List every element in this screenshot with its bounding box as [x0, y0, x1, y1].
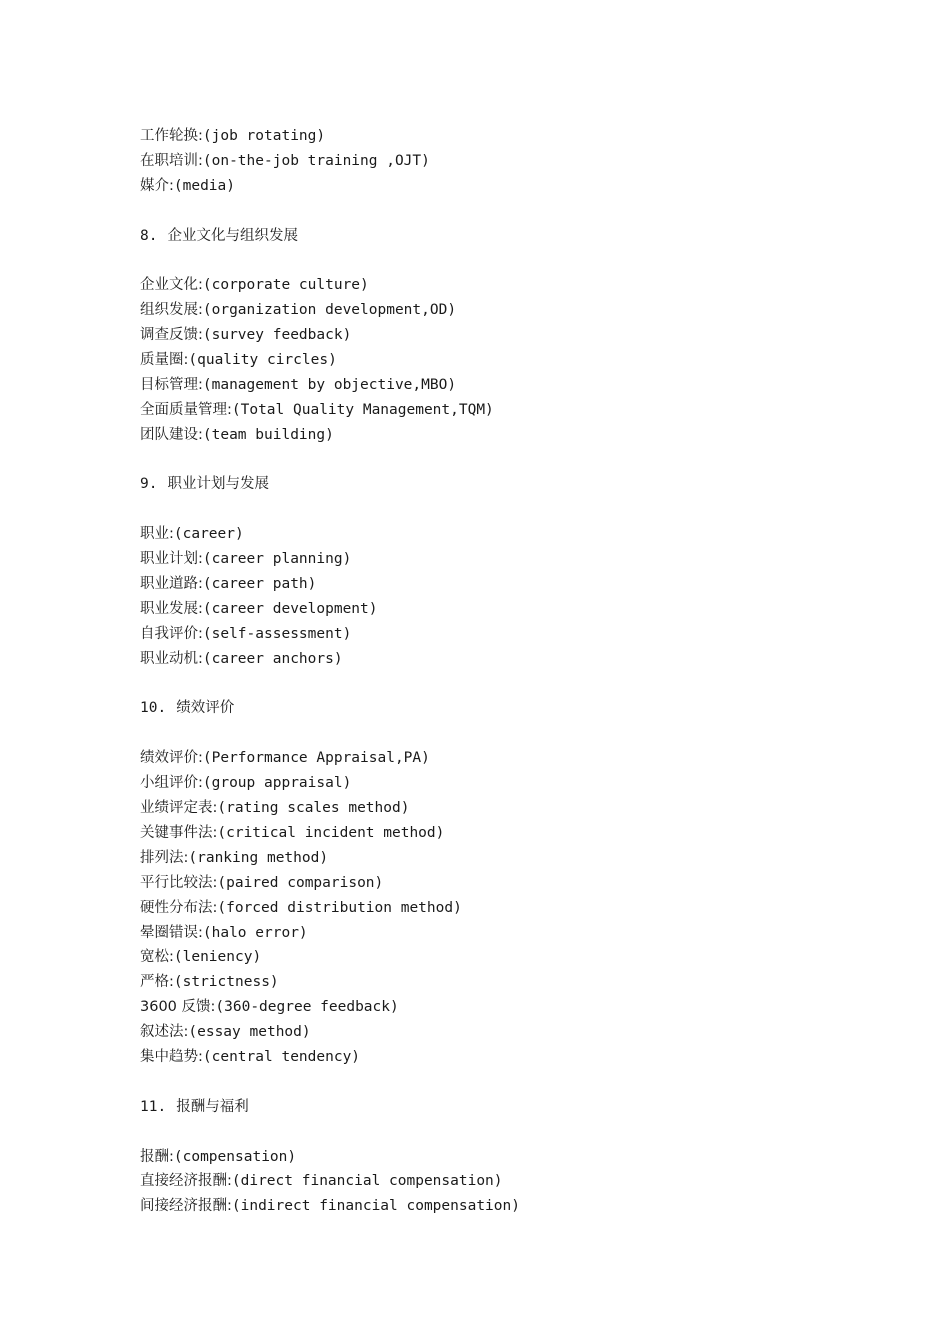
term-cn: 职业: — [140, 526, 174, 543]
term-en: (compensation) — [173, 1148, 297, 1165]
term-line — [140, 746, 900, 771]
term-cn: 平行比较法: — [140, 874, 218, 891]
term-cn: 质量圈: — [140, 352, 189, 369]
spacer — [140, 1070, 900, 1095]
term-en: (career path) — [202, 576, 317, 593]
term-cn: 企业文化: — [140, 277, 203, 294]
term-line — [140, 945, 900, 970]
term-line — [140, 1145, 900, 1170]
term-cn: 叙述法: — [140, 1024, 189, 1041]
term-line — [140, 622, 900, 647]
term-cn: 3600 反馈: — [140, 999, 216, 1016]
term-en: (essay method) — [188, 1024, 311, 1041]
term-en: (Total Quality Management,TQM) — [231, 401, 494, 418]
term-en: (corporate culture) — [202, 277, 369, 294]
section-number: 8. — [140, 227, 158, 244]
term-en: (indirect financial compensation) — [231, 1198, 520, 1215]
term-line — [140, 348, 900, 373]
term-en: (on-the-job training ,OJT) — [202, 152, 430, 169]
term-cn: 调查反馈: — [140, 327, 203, 344]
term-cn: 直接经济报酬: — [140, 1173, 232, 1190]
term-line — [140, 547, 900, 572]
term-en: (ranking method) — [188, 849, 329, 866]
term-line — [140, 1194, 900, 1219]
term-en: (direct financial compensation) — [231, 1173, 503, 1190]
term-line — [140, 995, 900, 1020]
term-line — [140, 1045, 900, 1070]
term-en: (career) — [173, 526, 244, 543]
spacer — [140, 721, 900, 746]
spacer — [140, 497, 900, 522]
term-line — [140, 771, 900, 796]
term-cn: 媒介: — [140, 177, 174, 194]
section-heading — [140, 1095, 900, 1120]
section-9 — [140, 472, 900, 671]
term-en: (career anchors) — [202, 650, 343, 667]
term-en: (quality circles) — [188, 352, 337, 369]
section-8 — [140, 224, 900, 448]
section-heading — [140, 224, 900, 249]
term-en: (job rotating) — [202, 128, 326, 144]
term-line — [140, 323, 900, 348]
spacer — [140, 448, 900, 473]
term-line — [140, 896, 900, 921]
term-cn: 集中趋势: — [140, 1048, 203, 1065]
section-11 — [140, 1095, 900, 1219]
term-cn: 绩效评价: — [140, 750, 203, 767]
term-line — [140, 124, 900, 149]
term-line — [140, 572, 900, 597]
term-line — [140, 1020, 900, 1045]
term-cn: 硬性分布法: — [140, 899, 218, 916]
term-cn: 严格: — [140, 974, 174, 991]
term-en: (organization development,OD) — [202, 302, 457, 319]
term-cn: 目标管理: — [140, 376, 203, 393]
term-en: (paired comparison) — [217, 874, 384, 891]
section-title: 企业文化与组织发展 — [167, 227, 298, 244]
term-en: (survey feedback) — [202, 327, 352, 344]
spacer — [140, 672, 900, 697]
term-en: (career planning) — [202, 551, 352, 568]
term-en: (leniency) — [173, 949, 262, 966]
term-cn: 全面质量管理: — [140, 401, 232, 418]
section-title: 绩效评价 — [176, 700, 235, 717]
term-cn: 职业计划: — [140, 551, 203, 568]
term-line — [140, 597, 900, 622]
term-en: (rating scales method) — [217, 800, 410, 817]
term-line — [140, 149, 900, 174]
term-cn: 职业动机: — [140, 650, 203, 667]
continuation-list — [140, 124, 900, 199]
section-heading — [140, 696, 900, 721]
spacer — [140, 199, 900, 224]
term-line — [140, 298, 900, 323]
term-cn: 职业发展: — [140, 600, 203, 617]
term-cn: 在职培训: — [140, 152, 203, 169]
term-en: (central tendency) — [202, 1048, 361, 1065]
term-cn: 间接经济报酬: — [140, 1198, 232, 1215]
term-cn: 团队建设: — [140, 426, 203, 443]
term-line — [140, 970, 900, 995]
term-en: (critical incident method) — [217, 824, 445, 841]
term-en: (management by objective,MBO) — [202, 376, 457, 393]
term-en: (career development) — [202, 600, 378, 617]
term-en: (group appraisal) — [202, 775, 352, 792]
term-line — [140, 522, 900, 547]
term-en: (team building) — [202, 426, 334, 443]
term-line — [140, 174, 900, 199]
term-cn: 小组评价: — [140, 775, 203, 792]
term-en: (strictness) — [173, 974, 279, 991]
term-line — [140, 647, 900, 672]
term-cn: 报酬: — [140, 1148, 174, 1165]
term-cn: 业绩评定表: — [140, 800, 218, 817]
term-cn: 职业道路: — [140, 576, 203, 593]
section-10 — [140, 696, 900, 1069]
term-cn: 关键事件法: — [140, 824, 218, 841]
term-cn: 晕圈错误: — [140, 924, 203, 941]
term-line — [140, 398, 900, 423]
term-cn: 宽松: — [140, 949, 174, 966]
section-title: 报酬与福利 — [176, 1098, 249, 1115]
section-number: 10. — [140, 700, 167, 717]
section-number: 11. — [140, 1098, 167, 1115]
term-line — [140, 846, 900, 871]
document-page — [140, 124, 900, 1219]
term-cn: 组织发展: — [140, 302, 203, 319]
spacer — [140, 1120, 900, 1145]
term-line — [140, 1169, 900, 1194]
section-title: 职业计划与发展 — [167, 476, 269, 493]
term-line — [140, 423, 900, 448]
term-en: (self-assessment) — [202, 625, 352, 642]
term-cn: 排列法: — [140, 849, 189, 866]
term-en: (forced distribution method) — [217, 899, 462, 916]
term-en: (360-degree feedback) — [215, 999, 399, 1016]
term-en: (media) — [173, 177, 235, 194]
term-line — [140, 796, 900, 821]
term-en: (Performance Appraisal,PA) — [202, 750, 430, 767]
section-number: 9. — [140, 476, 158, 493]
term-line — [140, 871, 900, 896]
term-cn: 自我评价: — [140, 625, 203, 642]
term-line — [140, 821, 900, 846]
term-en: (halo error) — [202, 924, 308, 941]
section-heading — [140, 472, 900, 497]
term-line — [140, 273, 900, 298]
term-line — [140, 373, 900, 398]
term-line — [140, 921, 900, 946]
term-cn: 工作轮换: — [140, 128, 203, 144]
spacer — [140, 248, 900, 273]
